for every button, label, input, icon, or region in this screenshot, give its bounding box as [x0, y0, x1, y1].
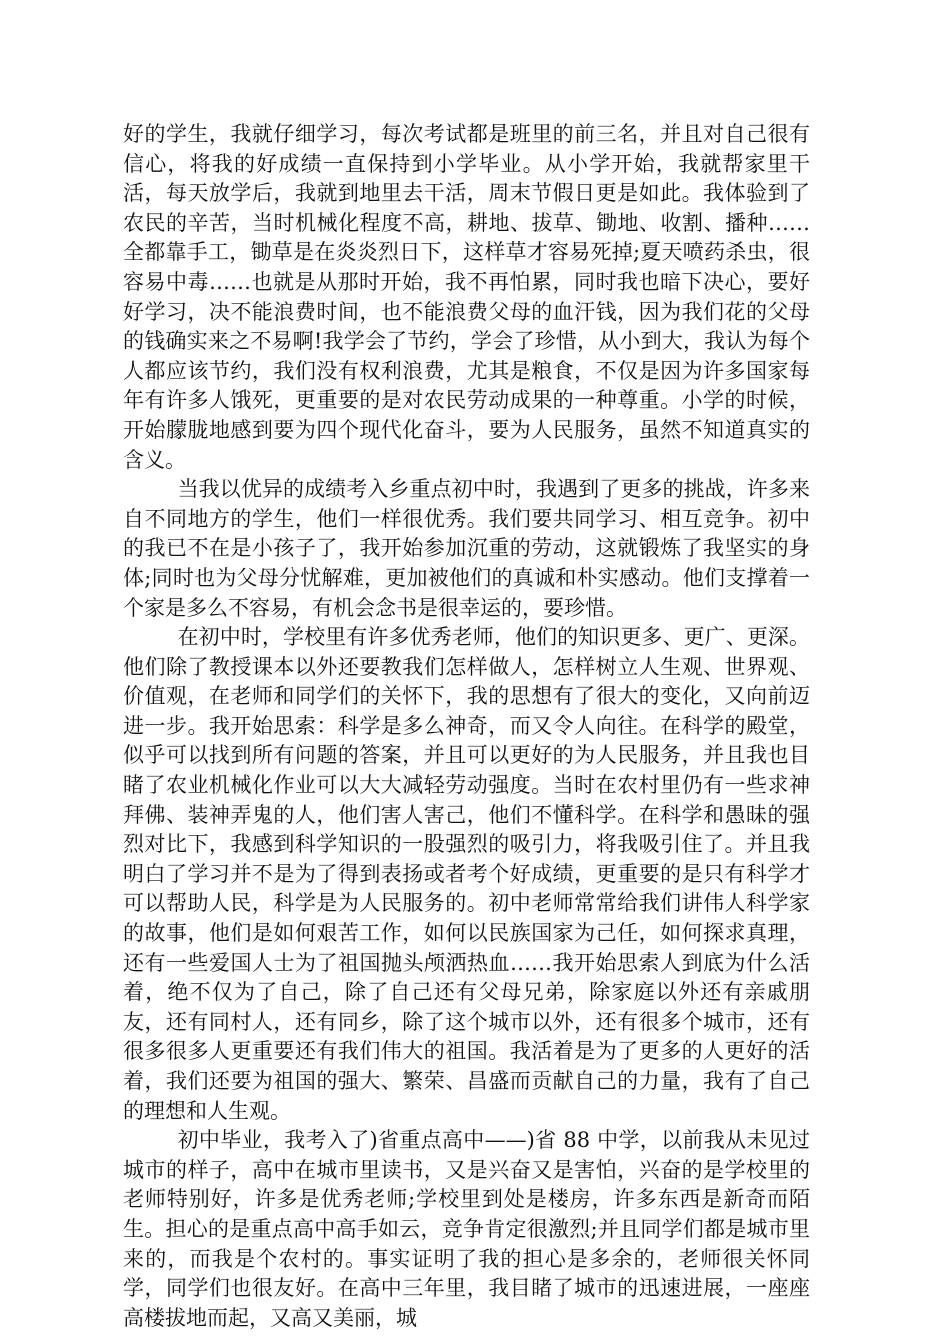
paragraph-4: 初中毕业，我考入了)省重点高中——)省 88 中学，以前我从未见过城市的样子，高中在城市里读书，又是兴奋又是害怕，兴奋的是学校里的老师特别好，许多是优秀老师;学校里到处是楼房，许多东西是新奇而陌生。担心的是重点高中高手如云，竞争肯定很激烈;并且同学们都是城市里来的，而我是个农村的。事实证明了我的担心是多余的，老师很关怀同学，同学们也很友好。在高中三年里，我目睹了城市的迅速进展，一座座高楼拔地而起，又高又美丽，城: [123, 1128, 810, 1330]
paragraph-3: 在初中时，学校里有许多优秀老师，他们的知识更多、更广、更深。他们除了教授课本以外还要教我们怎样做人，怎样树立人生观、世界观、价值观，在老师和同学们的关怀下，我的思想有了很大的变化，又向前迈进一步。我开始思索：科学是多么神奇，而又令人向往。在科学的殿堂，似乎可以找到所有问题的答案，并且可以更好的为人民服务，并且我也目睹了农业机械化作业可以大大减轻劳动强度。当时在农村里仍有一些求神拜佛、装神弄鬼的人，他们害人害己，他们不懂科学。在科学和愚昧的强烈对比下，我感到科学知识的一股强烈的吸引力，将我吸引住了。并且我明白了学习并不是为了得到表扬或者考个好成绩，更重要的是只有科学才可以帮助人民，科学是为人民服务的。初中老师常常给我们讲伟人科学家的故事，他们是如何艰苦工作，如何以民族国家为己任，如何探求真理，还有一些爱国人士为了祖国抛头颅洒热血……我开始思索人到底为什么活着，绝不仅为了自己，除了自己还有父母兄弟，除家庭以外还有亲戚朋友，还有同村人，还有同乡，除了这个城市以外，还有很多个城市，还有很多很多人更重要还有我们伟大的祖国。我活着是为了更多的人更好的活着，我们还要为祖国的强大、繁荣、昌盛而贡献自己的力量，我有了自己的理想和人生观。: [123, 625, 810, 1123]
document-body: [123, 120, 810, 1333]
paragraph-1: 好的学生，我就仔细学习，每次考试都是班里的前三名，并且对自己很有信心，将我的好成绩一直保持到小学毕业。从小学开始，我就帮家里干活，每天放学后，我就到地里去干活，周末节假日更是如此。我体验到了农民的辛苦，当时机械化程度不高，耕地、拔草、锄地、收割、播种……全都靠手工，锄草是在炎炎烈日下，这样草才容易死掉;夏天喷药杀虫，很容易中毒……也就是从那时开始，我不再怕累，同时我也暗下决心，要好好学习，决不能浪费时间，也不能浪费父母的血汗钱，因为我们花的父母的钱确实来之不易啊!我学会了节约，学会了珍惜，从小到大，我认为每个人都应该节约，我们没有权利浪费，尤其是粮食，不仅是因为许多国家每年有许多人饿死，更重要的是对农民劳动成果的一种尊重。小学的时候，开始朦胧地感到要为四个现代化奋斗，要为人民服务，虽然不知道真实的含义。: [123, 122, 810, 472]
paragraph-2: 当我以优异的成绩考入乡重点初中时，我遇到了更多的挑战，许多来自不同地方的学生，他们一样很优秀。我们要共同学习、相互竞争。初中的我已不在是小孩子了，我开始参加沉重的劳动，这就锻炼了我坚实的身体;同时也为父母分忧解难，更加被他们的真诚和朴实感动。他们支撑着一个家是多么不容易，有机会念书是很幸运的，要珍惜。: [123, 477, 810, 620]
